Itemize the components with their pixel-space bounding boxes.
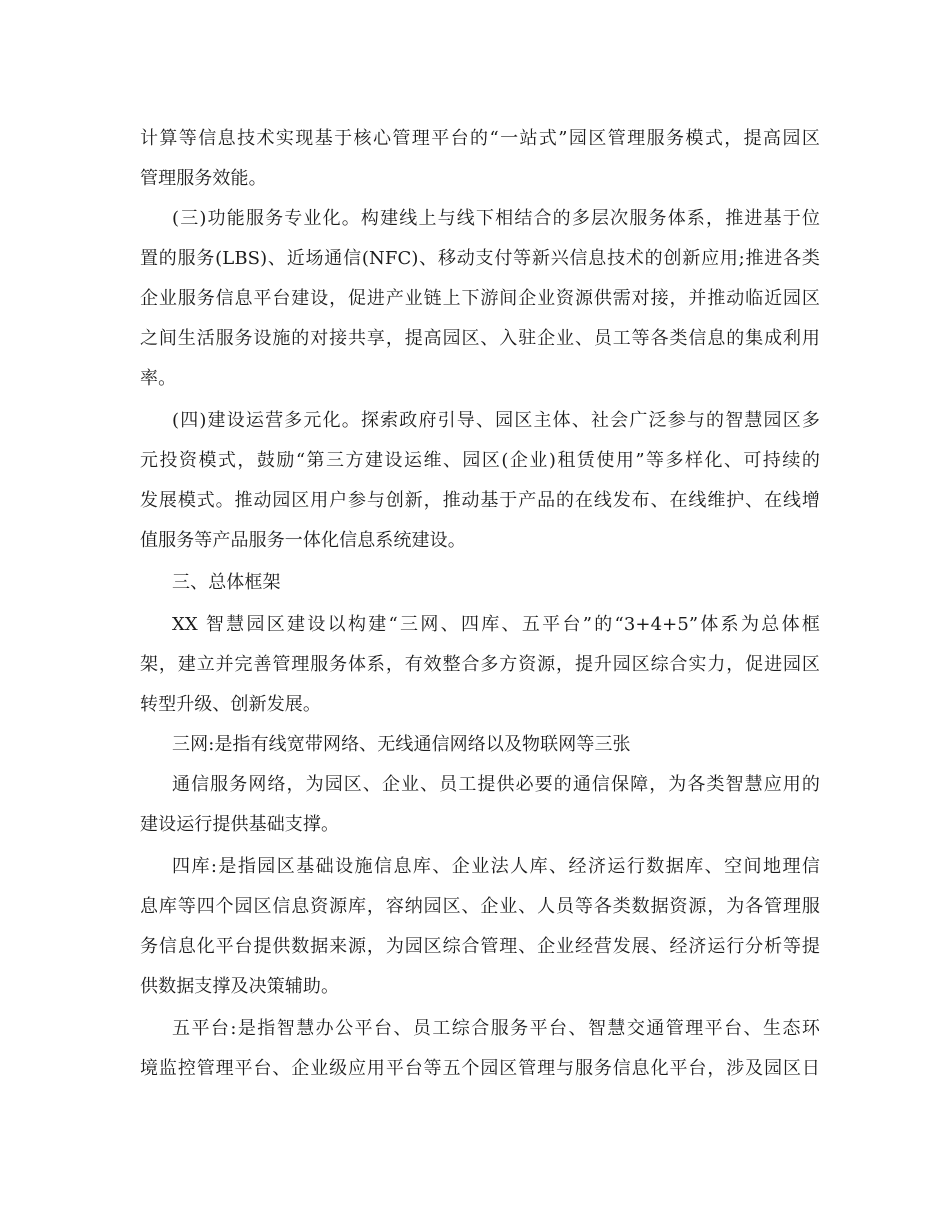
text-line: 之间生活服务设施的对接共享，提高园区、入驻企业、员工等各类信息的集成利用 bbox=[140, 328, 820, 349]
text-line: XX 智慧园区建设以构建“三网、四库、五平台”的“3+4+5”体系为总体框 bbox=[172, 614, 820, 635]
text-line: 转型升级、创新发展。 bbox=[140, 694, 321, 715]
text-line: 三网:是指有线宽带网络、无线通信网络以及物联网等三张 bbox=[172, 734, 631, 755]
text-line: 四库:是指园区基础设施信息库、企业法人库、经济运行数据库、空间地理信 bbox=[172, 856, 820, 877]
text-line: 率。 bbox=[140, 368, 177, 389]
text-line: 建设运行提供基础支撑。 bbox=[140, 814, 340, 835]
text-line: 五平台:是指智慧办公平台、员工综合服务平台、智慧交通管理平台、生态环 bbox=[172, 1018, 820, 1039]
text-line: 企业服务信息平台建设，促进产业链上下游间企业资源供需对接，并推动临近园区 bbox=[140, 288, 820, 309]
text-line: 发展模式。推动园区用户参与创新，推动基于产品的在线发布、在线维护、在线增 bbox=[140, 490, 820, 511]
text-line: 元投资模式，鼓励“第三方建设运维、园区(企业)租赁使用”等多样化、可持续的 bbox=[140, 450, 820, 471]
paragraph-heading-line: (四)建设运营多元化。探索政府引导、园区主体、社会广泛参与的智慧园区多 bbox=[172, 410, 820, 431]
text-line: 境监控管理平台、企业级应用平台等五个园区管理与服务信息化平台，涉及园区日 bbox=[140, 1058, 820, 1079]
paragraph-heading-line: (三)功能服务专业化。构建线上与线下相结合的多层次服务体系，推进基于位 bbox=[172, 208, 820, 229]
text-line: 值服务等产品服务一体化信息系统建设。 bbox=[140, 530, 466, 551]
text-line: 供数据支撑及决策辅助。 bbox=[140, 976, 340, 997]
text-line: 架，建立并完善管理服务体系，有效整合多方资源，提升园区综合实力，促进园区 bbox=[140, 654, 820, 675]
section-heading: 三、总体框架 bbox=[172, 572, 281, 593]
text-line: 通信服务网络，为园区、企业、员工提供必要的通信保障，为各类智慧应用的 bbox=[172, 774, 820, 795]
text-line: 置的服务(LBS)、近场通信(NFC)、移动支付等新兴信息技术的创新应用;推进各类 bbox=[140, 248, 820, 269]
text-line: 管理服务效能。 bbox=[140, 168, 267, 189]
text-line: 息库等四个园区信息资源库，容纳园区、企业、人员等各类数据资源，为各管理服 bbox=[140, 896, 820, 917]
text-line: 计算等信息技术实现基于核心管理平台的“一站式”园区管理服务模式，提高园区 bbox=[140, 128, 820, 149]
text-line: 务信息化平台提供数据来源，为园区综合管理、企业经营发展、经济运行分析等提 bbox=[140, 936, 820, 957]
